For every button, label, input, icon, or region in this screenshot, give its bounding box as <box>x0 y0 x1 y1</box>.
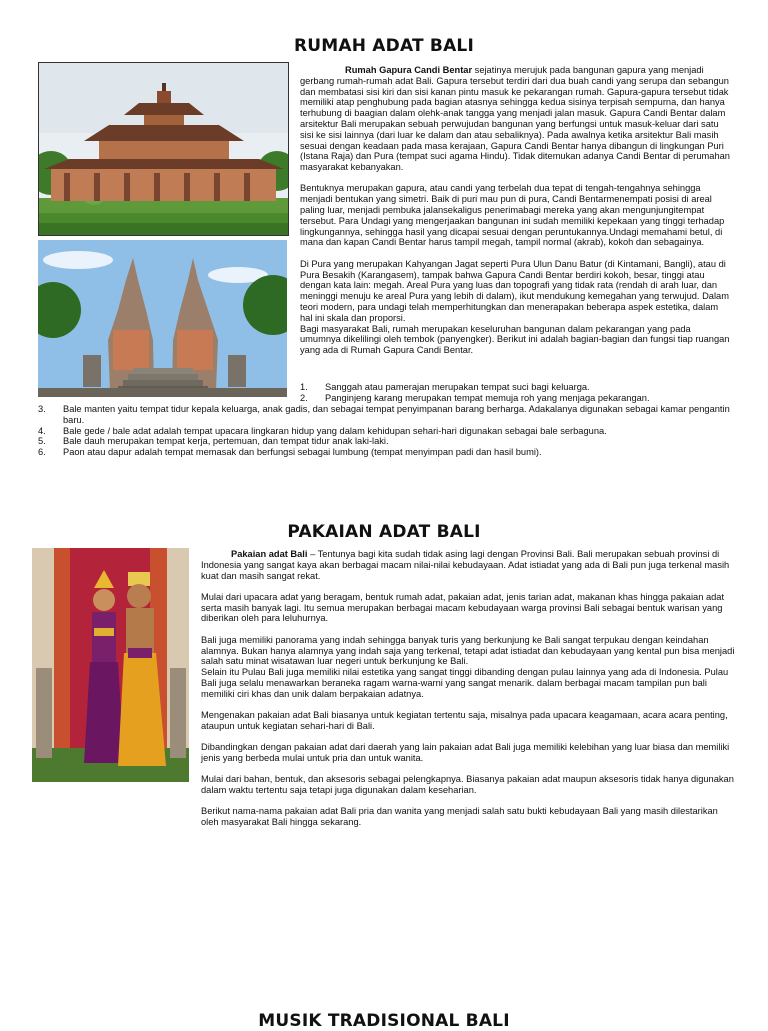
rumah-intro-text: sejatinya merujuk pada bangunan gapura yang menjadi gerbang rumah-rumah adat Bali. Gapura tersebut terdiri dari dua buah candi yang serupa dan sebangun dan membatasi sisi kiri dan sisi kanan pintu masuk ke pekarangan rumah. Gapura-gapura tersebut tidak memiliki atap penghubung pada bagian atasnya sehingga kedua sisinya terpisah sempurna, dan hanya terhubung di baagian dalam olehk-anak tangga yang menjadi jalan masuk. Gapura Candi Bentar dalam arsitektur Bali merupakan sebuah perwujudan bangunan yang berfungsi untuk masuk-keluar dari satu sisi ke sisi lainnya (dari luar ke dalam dan atau sebaliknya). Pada awalnya ketika arsitektur Bali masih sesuai dengan keadaan pada masa kerajaan, Gapura Candi Bentar hanya dibangun di lingkungan Puri (Istana Raja) dan Pura (tempat suci agama Hindu). Tidak ditemukan adanya Candi Bentar di perumahan masyarakat kebanyakan. <box>300 65 730 173</box>
pakaian-paragraph-3: Bali juga memiliki panorama yang indah sehingga banyak turis yang berkunjung ke Bali sangat terpukau dengan keindahan alamnya. Bukan hanya alamnya yang indah saja yang terkenal, tetapi adat istiadat dan kebudayaan yang kental pun bisa menjadi salah satu minat wisatawan luar negeri untuk berkunjung ke Bali. <box>201 634 735 667</box>
section-title-musik: MUSIK TRADISIONAL BALI <box>258 1011 510 1031</box>
list-item: 2. Panginjeng karang merupakan tempat memuja roh yang menjaga pekarangan. <box>300 392 650 403</box>
pakaian-paragraph-7: Berikut nama-nama pakaian adat Bali pria dan wanita yang menjadi salah satu bukti kebudayaan Bali yang masih dilestarikan oleh masyarakat Bali hingga sekarang. <box>201 806 718 828</box>
list-item: 3. Bale manten yaitu tempat tidur kepala keluarga, anak gadis, dan sebagai tempat penyimpanan barang berharga. Adakalanya digunakan sebagai kamar pengantin baru. <box>38 404 730 425</box>
rumah-paragraph-4: Bagi masyarakat Bali, rumah merupakan keseluruhan bangunan dalam pekarangan yang pada umumnya dikelilingi oleh tembok (panyengker). Berikut ini adalah bagian-bagian dan fungsi tiap ruangan yang ada di Rumah Gapura Candi Bentar. <box>300 323 730 356</box>
pakaian-paragraph-6: Mulai dari bahan, bentuk, dan aksesoris sebagai pelengkapnya. Biasanya pakaian adat maupun aksesoris tidak hanya digunakan dalam waktu tertentu saja tetapi juga digunakan dalam keseharian. <box>201 774 734 796</box>
list-item: 5. Bale dauh merupakan tempat kerja, pertemuan, dan tempat tidur anak laki-laki. <box>38 436 389 447</box>
rumah-paragraph-3: Di Pura yang merupakan Kahyangan Jagat seperti Pura Ulun Danu Batur (di Kintamani, Bangli), atau di Pura Besakih (Karangasem), tampak bahwa Gapura Candi Bentar berdiri kokoh, besar, tinggi atau dengan kata lain: megah. Areal Pura yang luas dan topografi yang tidak rata (rendah di arah luar, dan meninggi menuju ke areal Pura yang lebih di dalam), ikut mendukung kemegahan yang terwujud. Dalam teori modern, para undagi telah memperhitungkan dan menerapakan beberapa aspek estetika, dalam hal ini skala dan proporsi. <box>300 258 729 323</box>
pakaian-text <box>201 549 736 838</box>
section-title-rumah: RUMAH ADAT BALI <box>293 36 474 56</box>
section-title-pakaian: PAKAIAN ADAT BALI <box>287 522 481 542</box>
rumah-list-a <box>300 382 732 404</box>
list-item: 4. Bale gede / bale adat adalah tempat upacara lingkaran hidup yang dalam kehidupan sehari-hari digunakan sebagai bale serbaguna. <box>38 425 607 436</box>
pakaian-paragraph-3b: Selain itu Pulau Bali juga memiliki nilai estetika yang sangat tinggi dibanding dengan pulau lainnya yang ada di Indonesia. Pulau Bali juga selalu menawarkan beraneka ragam warna-warni yang sangat menarik. dalam berbagai macam tampilan pun bali memiliki ciri khas dan unik dalam berpakaian adatnya. <box>201 667 729 699</box>
pakaian-paragraph-4: Mengenakan pakaian adat Bali biasanya untuk kegiatan tertentu saja, misalnya pada upacara keagamaan, acara acara penting, ataupun untuk kegiatan sehari-hari di Bali. <box>201 710 728 731</box>
list-item: 6. Paon atau dapur adalah tempat memasak dan berfungsi sebagai lumbung (tempat menyimpan padi dan hasil bumi). <box>38 447 542 458</box>
rumah-paragraph-2: Bentuknya merupakan gapura, atau candi yang terbelah dua tepat di tengah-tengahnya sehingga menjadi bentukan yang simetri. Baik di puri mau pun di pura, Candi Bentarmenempati posisi di areal paling luar, menjadi pembuka jalansekaligus penerimabagi mereka yang akan mengunjungitempat tersebut. Para Undagi yang mengerjaakan bangunan ini sudah memiliki kepekaan yang tinggi terhadap lingkungannya, sehingga hasil yang dicapai sesuai dengan peruntukannya.Undagi memahami betul, di mana dan kapan Candi Bentar harus tampil megah, tampil normal (akrab), kokoh dan sebagainya. <box>300 183 725 248</box>
pakaian-adat-photo <box>32 548 189 782</box>
pakaian-paragraph-2: Mulai dari upacara adat yang beragam, bentuk rumah adat, pakaian adat, jenis tarian adat, makanan khas hingga pakaian adat serta masih banyak lagi. Itu semua merupakan berbagai macam kebudayaan warga provinsi Bali sebagai bentuk warisan yang diberikan oleh para leluhurnya. <box>201 591 725 624</box>
rumah-list-b <box>38 404 738 458</box>
rumah-text <box>300 65 732 366</box>
list-item: 1. Sanggah atau pamerajan merupakan tempat suci bagi keluarga. <box>300 382 590 392</box>
candi-bentar-photo <box>38 240 287 397</box>
pakaian-intro-text: – Tentunya bagi kita sudah tidak asing lagi dengan Provinsi Bali. Bali merupakan sebuah provinsi di Indonesia yang sangat kaya akan berbagai macam nilai-nilai kebudayaan. Adat istiadat yang ada di Bali pun juga terkenal masih kuat dan masih sangat rekat. <box>201 549 730 581</box>
rumah-adat-photo <box>38 62 289 236</box>
rumah-intro-bold: Rumah Gapura Candi Bentar <box>345 65 473 75</box>
pakaian-intro-bold: Pakaian adat Bali <box>231 549 308 559</box>
pakaian-paragraph-5: Dibandingkan dengan pakaian adat dari daerah yang lain pakaian adat Bali juga memiliki kelebihan yang luar biasa dan memiliki jenis yang berbeda mulai untuk pria dan untuk wanita. <box>201 742 730 763</box>
